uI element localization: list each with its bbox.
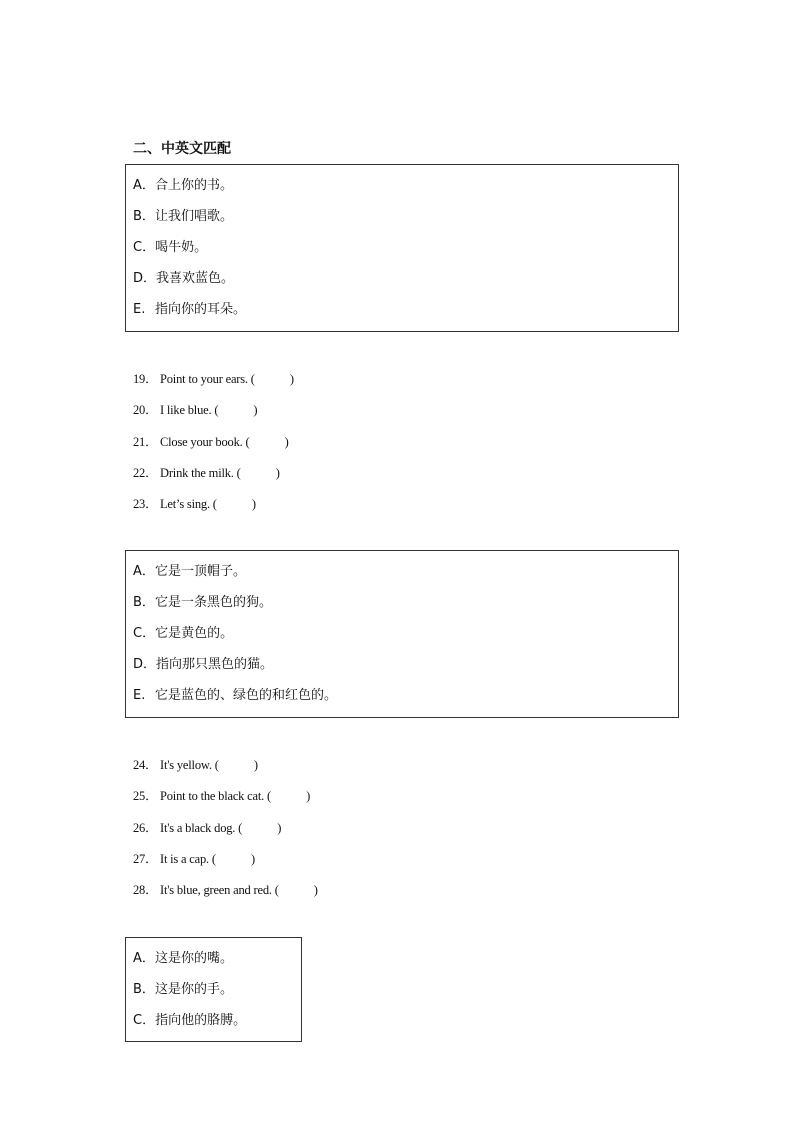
option-text: 它是一条黑色的狗。 <box>155 595 273 610</box>
answer-blank[interactable] <box>271 789 306 803</box>
option-text: 它是蓝色的、绿色的和红色的。 <box>155 688 338 703</box>
question-number: 25． <box>133 789 158 804</box>
question-text: Point to your ears. ( <box>160 372 255 386</box>
option-letter: D． <box>133 271 157 286</box>
option-item <box>133 1009 301 1040</box>
option-letter: A． <box>133 951 155 966</box>
options-box-1 <box>125 164 679 332</box>
option-item <box>133 653 678 684</box>
option-item <box>133 267 678 298</box>
close-paren: ) <box>251 497 256 512</box>
close-paren: ) <box>289 372 294 386</box>
option-item <box>133 591 678 622</box>
option-letter: A． <box>133 178 155 193</box>
option-text: 指向他的胳膊。 <box>155 1013 247 1028</box>
question-item <box>133 878 318 909</box>
answer-blank[interactable] <box>218 403 253 417</box>
answer-blank[interactable] <box>242 821 277 835</box>
question-text: It's a black dog. ( <box>160 820 243 835</box>
option-letter: E. <box>133 688 146 703</box>
option-letter: C． <box>133 1013 156 1028</box>
question-text: It is a cap. ( <box>160 851 216 866</box>
answer-blank[interactable] <box>255 372 290 386</box>
option-text: 喝牛奶。 <box>155 240 208 255</box>
question-item <box>133 847 318 878</box>
close-paren: ) <box>275 465 280 480</box>
option-text: 它是一顶帽子。 <box>155 564 247 579</box>
question-number: 22． <box>133 465 158 480</box>
option-text: 合上你的书。 <box>155 178 234 193</box>
option-letter: E. <box>133 302 146 317</box>
option-letter: C． <box>133 240 156 255</box>
option-letter: B． <box>133 209 155 224</box>
question-text: Let’s sing. ( <box>160 497 217 512</box>
question-item <box>133 367 294 398</box>
answer-blank[interactable] <box>279 883 314 897</box>
options-box-3 <box>125 937 302 1042</box>
question-number: 26． <box>133 820 158 835</box>
question-text: I like blue. ( <box>160 403 219 418</box>
option-item <box>133 560 678 591</box>
option-text: 让我们唱歌。 <box>155 209 234 224</box>
answer-blank[interactable] <box>219 758 254 772</box>
question-text: It's blue, green and red. ( <box>160 883 279 898</box>
question-number: 27． <box>133 851 158 866</box>
option-text: 我喜欢蓝色。 <box>156 271 235 286</box>
question-item <box>133 492 294 523</box>
close-paren: ) <box>250 851 255 866</box>
option-letter: B． <box>133 982 155 997</box>
option-letter: B． <box>133 595 155 610</box>
question-item <box>133 430 294 461</box>
option-text: 这是你的手。 <box>155 982 234 997</box>
options-box-2 <box>125 550 679 718</box>
question-item <box>133 461 294 492</box>
question-list-1 <box>133 367 294 523</box>
option-item <box>133 205 678 236</box>
answer-blank[interactable] <box>217 497 252 511</box>
close-paren: ) <box>284 434 289 449</box>
question-number: 28． <box>133 883 158 898</box>
question-text: It's yellow. ( <box>160 758 219 772</box>
question-list-2 <box>133 753 318 909</box>
option-letter: A． <box>133 564 155 579</box>
question-number: 20． <box>133 403 158 418</box>
option-item <box>133 174 678 205</box>
option-item <box>133 947 301 978</box>
option-item <box>133 236 678 267</box>
question-number: 24． <box>133 758 158 772</box>
question-number: 23． <box>133 497 158 512</box>
close-paren: ) <box>313 883 318 898</box>
question-text: Close your book. ( <box>160 434 250 449</box>
option-item <box>133 684 678 715</box>
question-number: 19． <box>133 372 158 386</box>
question-item <box>133 816 318 847</box>
question-item <box>133 398 294 429</box>
option-text: 这是你的嘴。 <box>155 951 234 966</box>
answer-blank[interactable] <box>241 466 276 480</box>
option-text: 它是黄色的。 <box>155 626 234 641</box>
answer-blank[interactable] <box>249 435 284 449</box>
option-letter: C． <box>133 626 156 641</box>
option-item <box>133 978 301 1009</box>
question-number: 21． <box>133 434 158 449</box>
question-text: Drink the milk. ( <box>160 465 241 480</box>
option-text: 指向你的耳朵。 <box>155 302 247 317</box>
section-title: 二、中英文匹配 <box>133 141 231 157</box>
option-item <box>133 622 678 653</box>
answer-blank[interactable] <box>216 852 251 866</box>
option-item <box>133 298 678 329</box>
question-text: Point to the black cat. ( <box>160 789 271 804</box>
close-paren: ) <box>277 820 282 835</box>
question-item <box>133 753 318 784</box>
close-paren: ) <box>253 758 258 772</box>
close-paren: ) <box>306 789 311 804</box>
option-text: 指向那只黑色的猫。 <box>156 657 274 672</box>
option-letter: D． <box>133 657 157 672</box>
question-item <box>133 784 318 815</box>
close-paren: ) <box>253 403 258 418</box>
